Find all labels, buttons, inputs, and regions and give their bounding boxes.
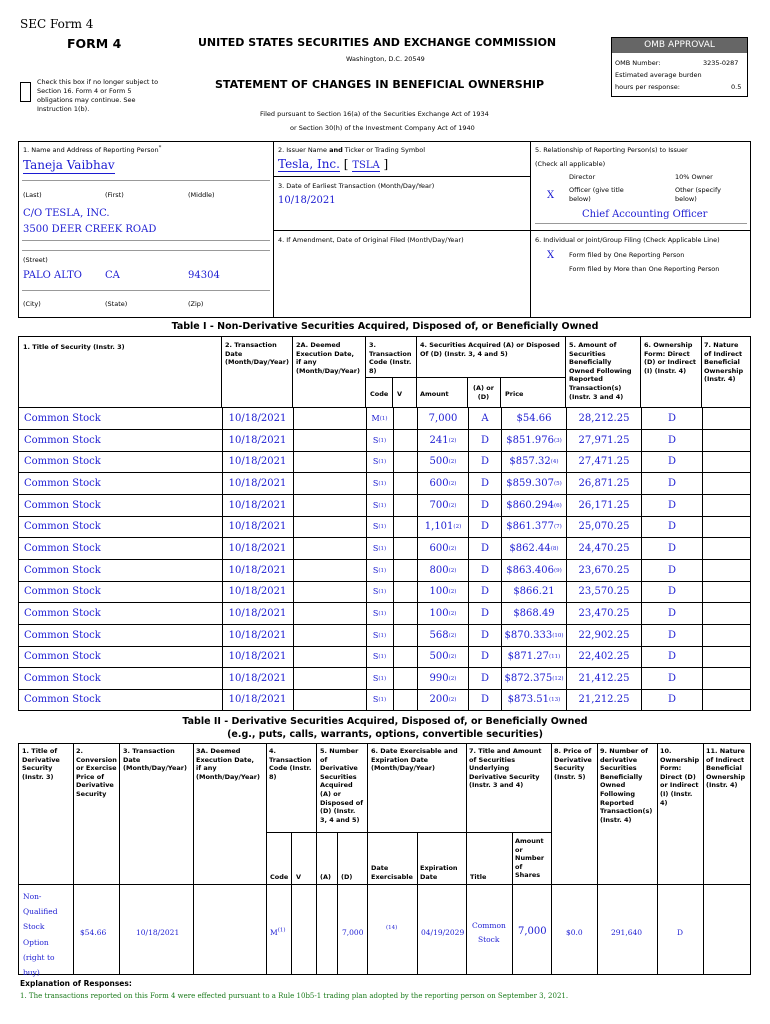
row-a-or-d: A	[481, 413, 489, 424]
t1-price: Price	[505, 390, 524, 398]
row-code: S (1)	[372, 609, 387, 618]
table-row	[18, 451, 751, 473]
t1-h3: 3. Transaction Code (Instr. 8)	[369, 341, 412, 375]
ticker-symbol[interactable]: TSLA	[352, 160, 380, 171]
row-a-or-d: D	[480, 521, 490, 532]
table1-title: Table I - Non-Derivative Securities Acquired, Disposed of, or Beneficially Owned	[171, 321, 599, 332]
row-price: $54.66	[516, 413, 552, 424]
t2-h10: 10. Ownership Form: Direct (D) or Indirect (I) (Instr. 4)	[660, 747, 700, 807]
row-amount: 200 (2)	[429, 694, 457, 705]
row-transaction-date: 10/18/2021	[228, 413, 287, 424]
omb-hours-label: hours per response:	[615, 83, 680, 91]
row-security-title: Common Stock	[24, 694, 101, 705]
address-line-2: 3500 DEER CREEK ROAD	[23, 224, 157, 235]
other-label-1: Other (specify	[675, 186, 721, 194]
row-amount: 600 (2)	[429, 478, 457, 489]
checkbox-text-3: obligations may continue. See	[37, 96, 136, 104]
row-owned: 23,670.25	[578, 565, 630, 576]
box4-label: 4. If Amendment, Date of Original Filed (Month/Day/Year)	[278, 236, 464, 244]
row-ownership-form: D	[667, 521, 677, 532]
city-value: PALO ALTO	[23, 270, 82, 281]
t2-row-derivative-price: $0.0	[566, 928, 583, 937]
row-price: $857.32 (4)	[509, 456, 559, 467]
one-person-check-mark[interactable]: X	[547, 250, 555, 261]
checkbox-text-2: Section 16. Form 4 or Form 5	[37, 87, 132, 95]
t1-h1: 1. Title of Security (Instr. 3)	[23, 343, 125, 351]
row-amount: 700 (2)	[429, 500, 457, 511]
t2-row-price: $54.66	[80, 928, 107, 937]
table2-title-1: Table II - Derivative Securities Acquired, Disposed of, or Beneficially Owned	[182, 716, 588, 727]
row-amount: 500 (2)	[429, 651, 457, 662]
row-price: $851.976 (3)	[506, 435, 562, 446]
row-transaction-date: 10/18/2021	[228, 521, 287, 532]
t2-row-code: $M^{(1)}$	[270, 927, 286, 937]
statement-title: STATEMENT OF CHANGES IN BENEFICIAL OWNERSHIP	[215, 78, 545, 91]
officer-check-mark[interactable]: X	[547, 190, 555, 201]
row-a-or-d: D	[480, 651, 490, 662]
row-a-or-d: D	[480, 608, 490, 619]
row-security-title: Common Stock	[24, 478, 101, 489]
row-security-title: Common Stock	[24, 565, 101, 576]
row-ownership-form: D	[667, 630, 677, 641]
t1-aord: (A) or (D)	[473, 384, 494, 401]
box6-label: 6. Individual or Joint/Group Filing (Check Applicable Line)	[535, 236, 720, 244]
t1-h7: 7. Nature of Indirect Beneficial Ownership (Instr. 4)	[704, 341, 744, 384]
box3-label: 3. Date of Earliest Transaction (Month/Day/Year)	[278, 182, 435, 190]
row-owned: 27,471.25	[578, 456, 630, 467]
t2-row-disposed: 7,000	[342, 928, 364, 937]
t1-h6: 6. Ownership Form: Direct (D) or Indirect (I) (Instr. 4)	[644, 341, 697, 375]
row-ownership-form: D	[667, 608, 677, 619]
row-code: S (1)	[372, 587, 387, 596]
ten-percent-owner-label: 10% Owner	[675, 173, 713, 181]
row-code: S (1)	[372, 631, 387, 640]
row-a-or-d: D	[480, 565, 490, 576]
row-ownership-form: D	[667, 478, 677, 489]
t2-h6: 6. Date Exercisable and Expiration Date (Month/Day/Year)	[371, 747, 458, 773]
row-security-title: Common Stock	[24, 586, 101, 597]
row-code: S (1)	[372, 436, 387, 445]
row-security-title: Common Stock	[24, 521, 101, 532]
row-code: S (1)	[372, 457, 387, 466]
city-label: (City)	[23, 300, 41, 308]
row-code: S (1)	[372, 501, 387, 510]
row-transaction-date: 10/18/2021	[228, 630, 287, 641]
reporting-person-name[interactable]: Taneja Vaibhav	[23, 158, 115, 172]
row-amount: 7,000	[428, 413, 458, 424]
earliest-transaction-date: 10/18/2021	[278, 195, 336, 206]
row-price: $868.49	[513, 608, 555, 619]
row-price: $860.294 (6)	[506, 500, 562, 511]
row-price: $871.27 (11)	[507, 651, 561, 662]
row-transaction-date: 10/18/2021	[228, 651, 287, 662]
row-a-or-d: D	[480, 543, 490, 554]
t2-h1: 1. Title of Derivative Security (Instr. 3)	[22, 747, 60, 781]
row-a-or-d: D	[480, 694, 490, 705]
row-transaction-date: 10/18/2021	[228, 565, 287, 576]
table-row	[18, 668, 751, 690]
t1-h4: 4. Securities Acquired (A) or Disposed Of (D) (Instr. 3, 4 and 5)	[420, 341, 560, 358]
row-price: $873.51 (13)	[507, 694, 561, 705]
table-row	[18, 408, 751, 430]
t2-code: Code	[270, 873, 289, 881]
row-code: S (1)	[372, 479, 387, 488]
t2-d: (D)	[341, 873, 353, 881]
row-amount: 100 (2)	[429, 586, 457, 597]
table-row	[18, 495, 751, 517]
row-ownership-form: D	[667, 673, 677, 684]
row-owned: 24,470.25	[578, 543, 630, 554]
middle-label: (Middle)	[188, 191, 215, 199]
row-code: S (1)	[372, 566, 387, 575]
t2-row-title: Non- Qualified Stock Option (right to buy)	[23, 892, 58, 978]
row-amount: 568 (2)	[429, 630, 457, 641]
table-row	[18, 538, 751, 560]
omb-number: 3235-0287	[703, 59, 739, 67]
issuer-line: Tesla, Inc. [ TSLA ]	[278, 157, 389, 171]
t2-row-shares: 7,000	[518, 926, 547, 937]
row-a-or-d: D	[480, 500, 490, 511]
row-owned: 23,470.25	[578, 608, 630, 619]
row-owned: 26,171.25	[578, 500, 630, 511]
row-amount: 990 (2)	[429, 673, 457, 684]
row-amount: 600 (2)	[429, 543, 457, 554]
t2-h5: 5. Number of Derivative Securities Acquired (A) or Disposed of (D) (Instr. 3, 4 and 5)	[320, 747, 364, 824]
row-security-title: Common Stock	[24, 630, 101, 641]
table-row	[18, 430, 751, 452]
table-row	[18, 603, 751, 625]
t2-row-expiration: 04/19/2029	[421, 928, 465, 937]
form-number: FORM 4	[67, 36, 122, 51]
t1-code: Code	[370, 390, 389, 398]
row-code: S (1)	[372, 695, 387, 704]
zip-value: 94304	[188, 270, 220, 281]
row-price: $859.307 (5)	[506, 478, 562, 489]
table2-title-2: (e.g., puts, calls, warrants, options, convertible securities)	[227, 729, 543, 740]
officer-label-2: below)	[569, 195, 591, 203]
state-value: CA	[105, 270, 120, 281]
table-row	[18, 516, 751, 538]
last-label: (Last)	[23, 191, 42, 199]
explanation-note-1: 1. The transactions reported on this Form 4 were effected pursuant to a Rule 10b5-1 trading plan adopted by the reporting person on September 3, 2021.	[20, 992, 569, 1000]
row-amount: 100 (2)	[429, 608, 457, 619]
address-line-1: C/O TESLA, INC.	[23, 208, 110, 219]
filed-pursuant-2: or Section 30(h) of the Investment Company Act of 1940	[290, 124, 475, 132]
row-code: S (1)	[372, 652, 387, 661]
t2-row-date: 10/18/2021	[136, 928, 180, 937]
table-row	[18, 581, 751, 603]
row-security-title: Common Stock	[24, 673, 101, 684]
t2-h3: 3. Transaction Date (Month/Day/Year)	[123, 747, 187, 773]
row-ownership-form: D	[667, 413, 677, 424]
row-price: $866.21	[513, 586, 555, 597]
omb-title: OMB APPROVAL	[612, 38, 747, 53]
row-ownership-form: D	[667, 586, 677, 597]
t2-v: V	[296, 873, 302, 881]
row-security-title: Common Stock	[24, 456, 101, 467]
box2-label: 2. Issuer Name and Ticker or Trading Symbol	[278, 146, 426, 154]
table-row	[18, 625, 751, 647]
box1-label: 1. Name and Address of Reporting Person*	[23, 144, 162, 154]
row-security-title: Common Stock	[24, 608, 101, 619]
row-transaction-date: 10/18/2021	[228, 673, 287, 684]
row-owned: 21,212.25	[578, 694, 630, 705]
issuer-name[interactable]: Tesla, Inc.	[278, 157, 340, 171]
checkbox-text-1: Check this box if no longer subject to	[37, 78, 159, 86]
row-owned: 26,871.25	[578, 478, 630, 489]
t2-row-owned: 291,640	[611, 928, 643, 937]
t1-amount: Amount	[420, 390, 449, 398]
row-transaction-date: 10/18/2021	[228, 586, 287, 597]
row-ownership-form: D	[667, 435, 677, 446]
t1-h5: 5. Amount of Securities Beneficially Owned Following Reported Transaction(s) (Instr. 3 and 4)	[569, 341, 632, 401]
row-ownership-form: D	[667, 565, 677, 576]
one-person-label: Form filed by One Reporting Person	[569, 251, 685, 259]
row-ownership-form: D	[667, 651, 677, 662]
box5-label: 5. Relationship of Reporting Person(s) to Issuer	[535, 146, 688, 154]
t2-title: Title	[470, 873, 487, 881]
t2-h2: 2. Conversion or Exercise Price of Derivative Security	[76, 747, 117, 798]
sec-form-label: SEC Form 4	[20, 17, 94, 31]
row-transaction-date: 10/18/2021	[228, 543, 287, 554]
row-ownership-form: D	[667, 694, 677, 705]
row-amount: 500 (2)	[429, 456, 457, 467]
omb-burden-label: Estimated average burden	[615, 71, 702, 79]
row-security-title: Common Stock	[24, 435, 101, 446]
t2-row-underlying-title-2: Stock	[478, 935, 500, 944]
row-ownership-form: D	[667, 500, 677, 511]
t1-v: V	[397, 390, 403, 398]
row-transaction-date: 10/18/2021	[228, 435, 287, 446]
t2-row-ownership-form: D	[677, 928, 684, 937]
t2-row-exercisable: (14)	[386, 925, 398, 931]
row-owned: 22,902.25	[578, 630, 630, 641]
row-owned: 21,412.25	[578, 673, 630, 684]
row-code: S (1)	[372, 522, 387, 531]
row-ownership-form: D	[667, 543, 677, 554]
row-a-or-d: D	[480, 435, 490, 446]
table-row	[18, 473, 751, 495]
director-label: Director	[569, 173, 596, 181]
row-transaction-date: 10/18/2021	[228, 500, 287, 511]
t1-h2a: 2A. Deemed Execution Date, if any (Month/Day/Year)	[296, 341, 360, 375]
row-security-title: Common Stock	[24, 500, 101, 511]
table-row	[18, 646, 751, 668]
row-amount: 800 (2)	[429, 565, 457, 576]
table-row	[18, 689, 751, 711]
explanation-title: Explanation of Responses:	[20, 979, 132, 988]
row-transaction-date: 10/18/2021	[228, 478, 287, 489]
t2-h3a: 3A. Deemed Execution Date, if any (Month/Day/Year)	[196, 747, 260, 781]
row-transaction-date: 10/18/2021	[228, 694, 287, 705]
t2-a: (A)	[320, 873, 331, 881]
t2-amount-shares: Amount or Number of Shares	[515, 837, 545, 880]
row-price: $863.406 (9)	[506, 565, 562, 576]
street-label: (Street)	[23, 256, 48, 264]
row-a-or-d: D	[480, 478, 490, 489]
first-label: (First)	[105, 191, 124, 199]
row-security-title: Common Stock	[24, 413, 101, 424]
row-price: $861.377 (7)	[506, 521, 562, 532]
agency-location: Washington, D.C. 20549	[346, 55, 425, 63]
t1-h2: 2. Transaction Date (Month/Day/Year)	[225, 341, 289, 367]
row-amount: 241 (2)	[429, 435, 457, 446]
more-persons-label: Form filed by More than One Reporting Person	[569, 265, 720, 273]
check-all-applicable: (Check all applicable)	[535, 160, 606, 168]
row-code: S (1)	[372, 544, 387, 553]
row-code: M (1)	[371, 414, 388, 423]
row-owned: 27,971.25	[578, 435, 630, 446]
omb-number-label: OMB Number:	[615, 59, 661, 67]
row-price: $870.333 (10)	[504, 630, 564, 641]
row-a-or-d: D	[480, 586, 490, 597]
state-label: (State)	[105, 300, 128, 308]
officer-title: Chief Accounting Officer	[582, 209, 708, 220]
omb-hours: 0.5	[731, 83, 742, 91]
t2-h8: 8. Price of Derivative Security (Instr. 5)	[554, 747, 592, 781]
t2-h4: 4. Transaction Code (Instr. 8)	[269, 747, 312, 781]
table-row	[18, 560, 751, 582]
other-label-2: below)	[675, 195, 697, 203]
t2-h9: 9. Number of derivative Securities Beneficially Owned Following Reported Transaction(s) (Instr. 4)	[600, 747, 653, 824]
row-owned: 25,070.25	[578, 521, 630, 532]
row-a-or-d: D	[480, 630, 490, 641]
row-transaction-date: 10/18/2021	[228, 608, 287, 619]
row-owned: 22,402.25	[578, 651, 630, 662]
row-transaction-date: 10/18/2021	[228, 456, 287, 467]
officer-label-1: Officer (give title	[569, 186, 624, 194]
row-a-or-d: D	[480, 673, 490, 684]
row-a-or-d: D	[480, 456, 490, 467]
row-code: S (1)	[372, 674, 387, 683]
row-amount: 1,101 (2)	[424, 521, 462, 532]
agency-title: UNITED STATES SECURITIES AND EXCHANGE COMMISSION	[198, 36, 557, 49]
t2-row-underlying-title-1: Common	[472, 921, 506, 930]
no-longer-subject-checkbox[interactable]	[20, 82, 31, 102]
row-owned: 23,570.25	[578, 586, 630, 597]
checkbox-text-4: Instruction 1(b).	[37, 105, 90, 113]
t2-h7: 7. Title and Amount of Securities Underlying Derivative Security (Instr. 3 and 4)	[469, 747, 542, 790]
row-ownership-form: D	[667, 456, 677, 467]
zip-label: (Zip)	[188, 300, 204, 308]
row-security-title: Common Stock	[24, 651, 101, 662]
row-owned: 28,212.25	[578, 413, 630, 424]
row-security-title: Common Stock	[24, 543, 101, 554]
t2-h11: 11. Nature of Indirect Beneficial Ownership (Instr. 4)	[706, 747, 746, 790]
t2-date-exercisable: Date Exercisable	[371, 864, 413, 881]
t2-expiration: Expiration Date	[420, 864, 458, 881]
row-price: $862.44 (8)	[509, 543, 559, 554]
filed-pursuant-1: Filed pursuant to Section 16(a) of the Securities Exchange Act of 1934	[260, 110, 489, 118]
row-price: $872.375 (12)	[504, 673, 564, 684]
